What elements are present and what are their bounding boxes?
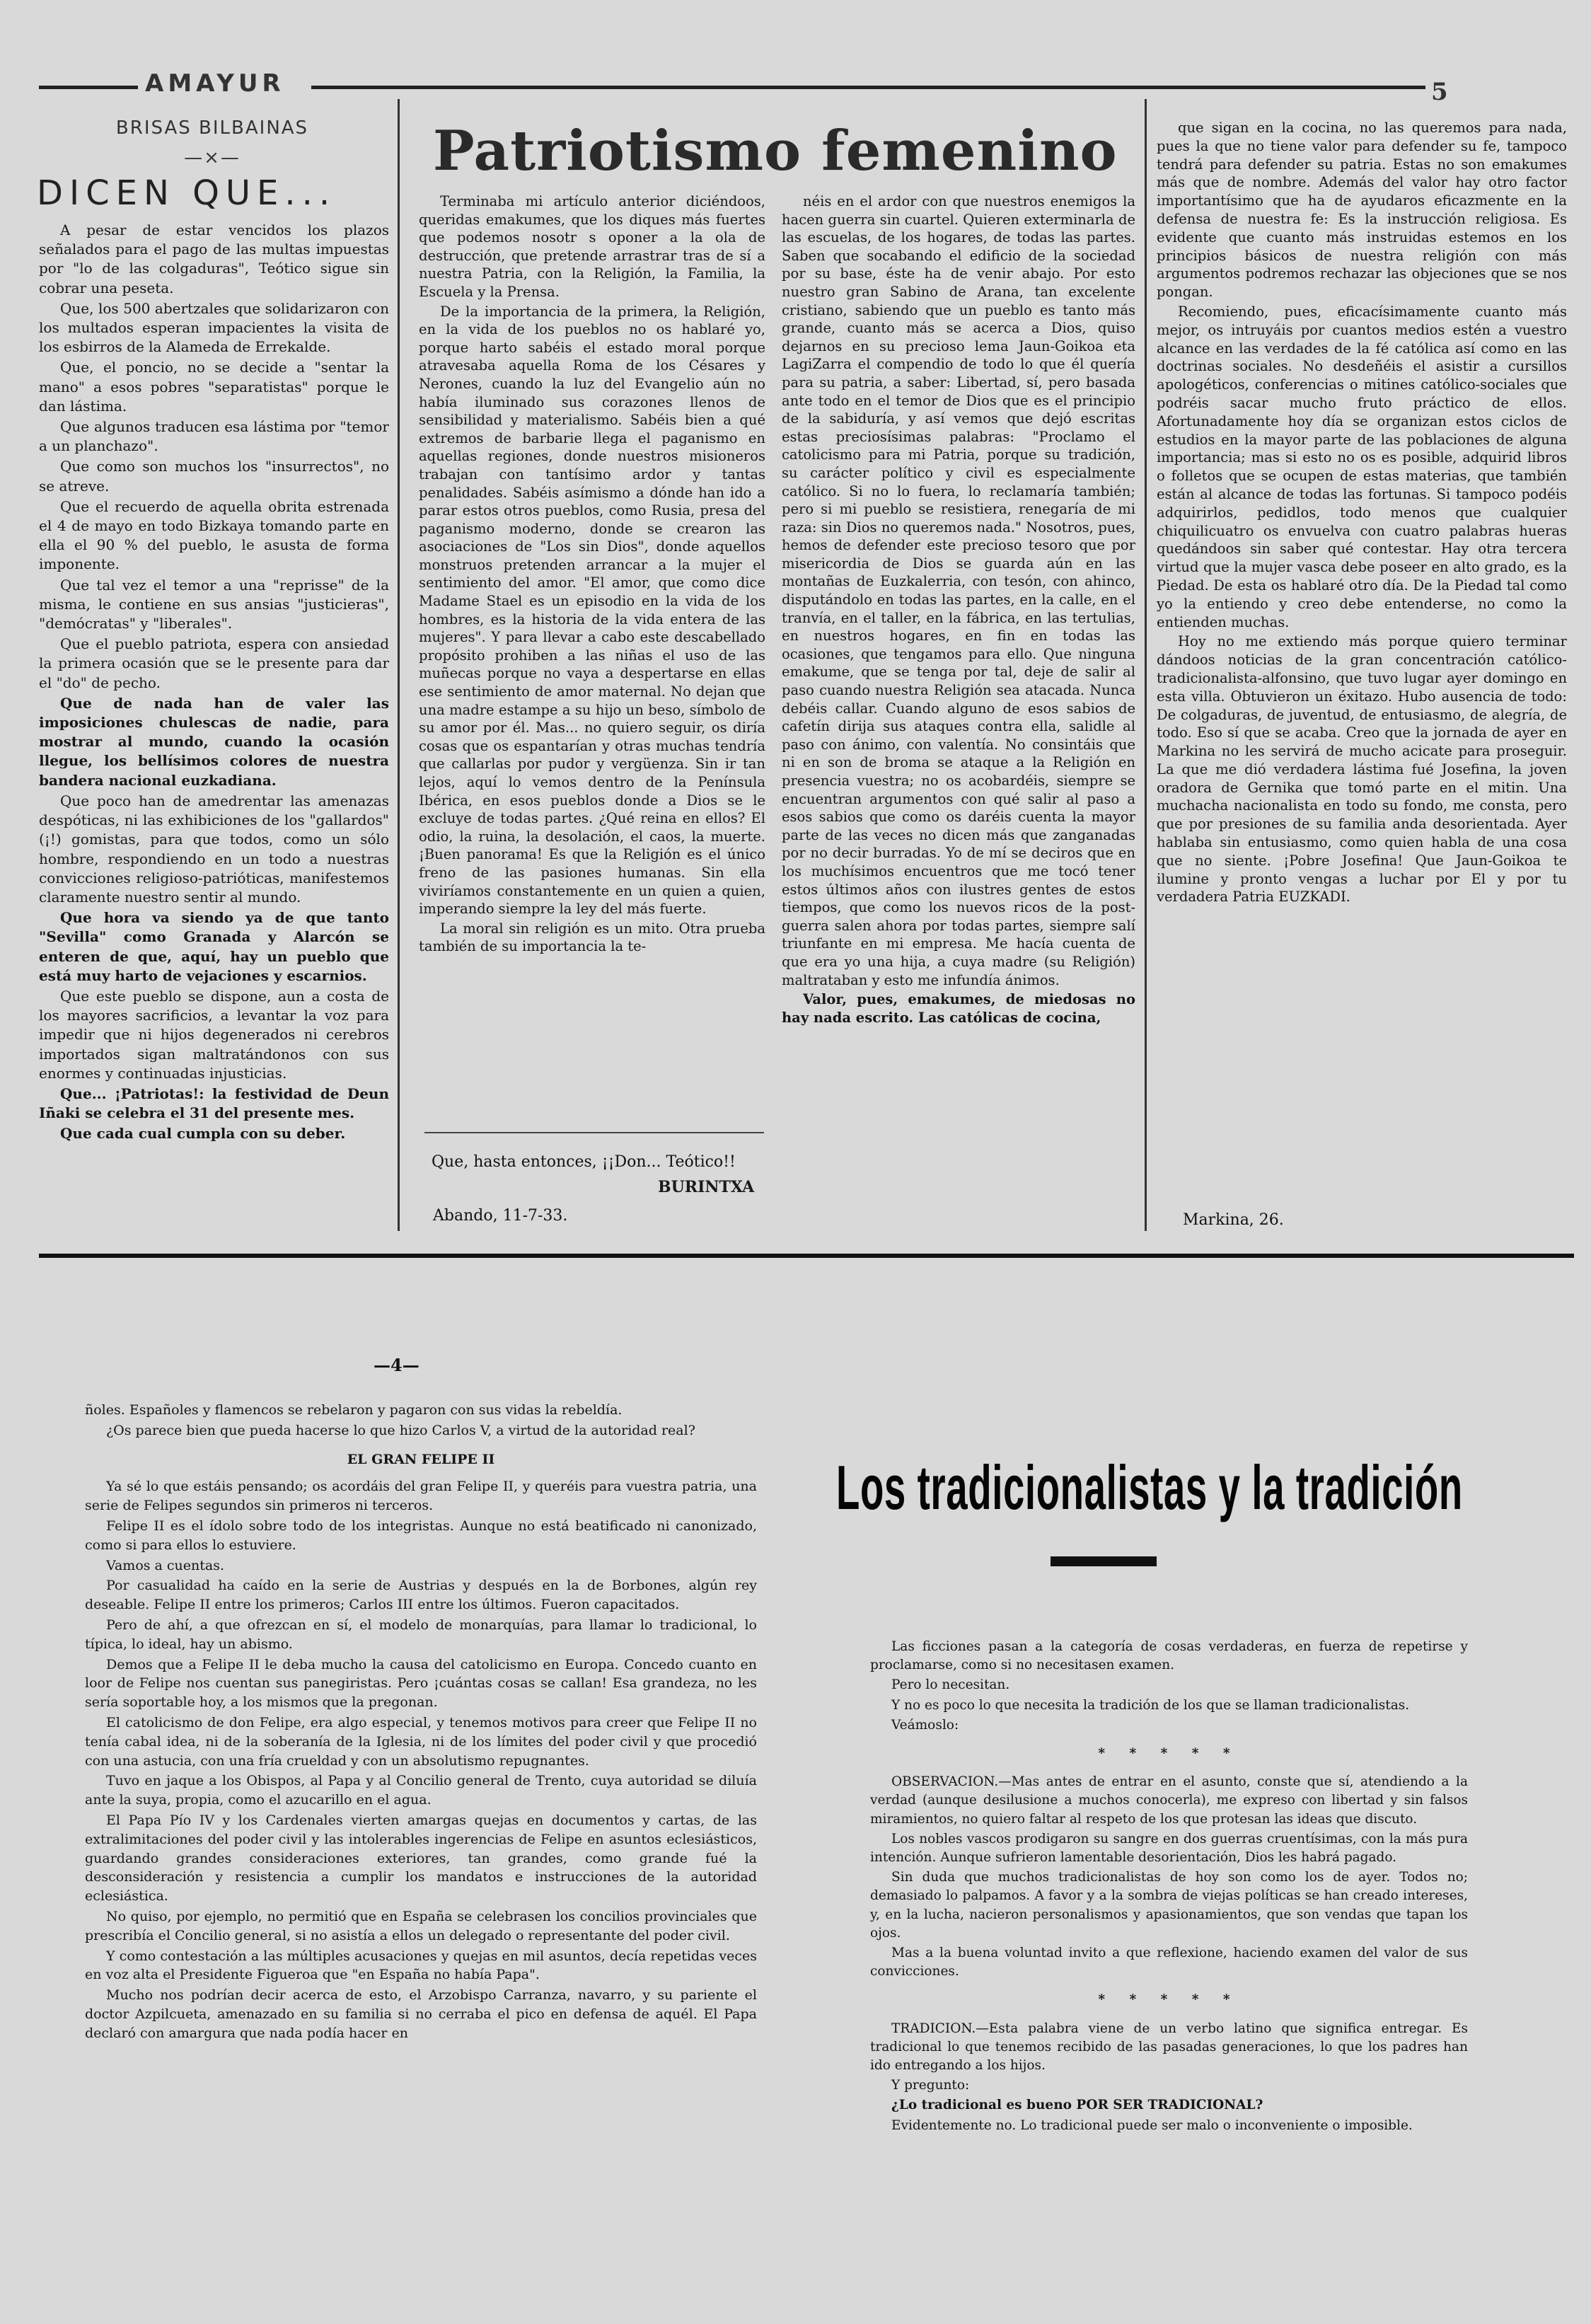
tradicionalistas-title: Los tradicionalistas y la tradición [836, 1452, 1463, 1522]
page-fold-rule [39, 1254, 1574, 1258]
brisas-place-date: Abando, 11-7-33. [433, 1207, 568, 1225]
brisas-closing: Que, hasta entonces, ¡¡Don... Teótico!! [432, 1153, 736, 1171]
felipe-paragraph: Ya sé lo que estáis pensando; os acordáis del gran Felipe II, y queréis para vuestra patria, una serie de Felipes segundos sin primeros ni terceros. [85, 1479, 757, 1514]
brisas-paragraph: Que cada cual cumpla con su deber. [60, 1125, 346, 1143]
felipe-paragraph: Pero de ahí, a que ofrezcan en sí, el modelo de monarquías, para llamar lo tradicional, lo típica, lo ideal, hay un abismo. [85, 1617, 757, 1652]
felipe-paragraph: Vamos a cuentas. [106, 1557, 225, 1573]
trad-intro: Y no es poco lo que necesita la tradición de los que se llaman tradicionalistas. [891, 1697, 1410, 1713]
patriotismo-paragraph: Recomiendo, pues, eficacísimamente cuanto más mejor, os intruyáis por cuantos medios estén a vuestro alcance en las verdades de la fé católica así como en las doctrinas sociales. No desdeñéis el asistir a cursillos apologéticos, conferencias o mitines católico-sociales que podréis sacar mucho fruto práctico de ellos. Afortunadamente hoy día se organizan estos ciclos de estudios en la mayor parte de las poblaciones de alguna importancia; mas si esto no os es posible, adquirid libros o folletos que se ocupen de estas materias, que también están al alcance de todas las fortunas. Si tampoco podéis adquirirlos, pedidlos, todo menos que cualquier chiquilicuatro os envuelva con cuatro palabras hueras quedándoos sin saber qué contestar. Hay otra tercera virtud que la mujer vasca debe poseer en alto grado, es la Piedad. De esta os hablaré otro día. De la Piedad tal como yo la entiendo y creo debe entenderse, no como la entienden muchas. [1157, 303, 1567, 630]
dicen-que-title: DICEN QUE... [37, 173, 337, 213]
observacion-paragraph: Los nobles vascos prodigaron su sangre en dos guerras cruentísimas, con la más pura intención. Aunque sufrieron lamentable desorientación, Dios les habrá pagado. [870, 1831, 1468, 1866]
tradicionalistas-column [870, 1638, 1468, 2260]
section-stars: * * * * * [1098, 1992, 1240, 2008]
felipe-paragraph: Y como contestación a las múltiples acusaciones y quejas en mil asuntos, decía repetidas veces en voz alta el Presidente Figueroa que "en España no había Papa". [85, 1948, 757, 1983]
felipe-column [85, 1401, 757, 2257]
brisas-paragraph: Que como son muchos los "insurrectos", no se atreve. [39, 458, 389, 495]
column-rule-1 [398, 99, 400, 1231]
felipe-paragraph: No quiso, por ejemplo, no permitió que en España se celebrasen los concilios provinciales que prescribía el Concilio general, si no asistía a ellos un delegado o representante del poder civil. [85, 1908, 757, 1943]
trad-intro: Veámoslo: [891, 1717, 959, 1733]
patriotismo-title: Patriotismo femenino [433, 119, 1118, 183]
brisas-closing-rule [424, 1132, 764, 1133]
felipe-paragraph: Por casualidad ha caído en la serie de Austrias y después en la de Borbones, algún rey deseable. Felipe II entre los primeros; Carlos III entre los últimos. Fueron capacitados. [85, 1578, 757, 1613]
brisas-paragraph: Que poco han de amedrentar las amenazas despóticas, ni las exhibiciones de los "gallardos" (¡!) gomistas, para que todos, como un sólo hombre, respondiendo en un todo a nuestras convicciones religioso-patrióticas, manifestemos claramente nuestro sentir al mundo. [39, 792, 389, 906]
patriotismo-paragraph: Terminaba mi artículo anterior diciéndoos, queridas emakumes, que los diques más fuertes que podemos nosotr s oponer a la ola de destrucción, que pretende arrastrar tras de sí a nuestra Patria, con la Religión, la Familia, la Escuela y la Prensa. [419, 193, 765, 300]
brisas-text [39, 221, 389, 1176]
brisas-paragraph: Que el pueblo patriota, espera con ansiedad la primera ocasión que se le presente para dar el "do" de pecho. [39, 635, 389, 691]
observacion-paragraph: Mas a la buena voluntad invito a que reflexione, haciendo examen del valor de sus convicciones. [870, 1946, 1468, 1979]
patriotismo-paragraph: Valor, pues, emakumes, de miedosas no hay nada escrito. Las católicas de cocina, [782, 991, 1135, 1026]
observacion-paragraph: OBSERVACION.—Mas antes de entrar en el asunto, conste que sí, atendiendo a la verdad (aunque desilusione a muchos conocerla), me expreso con libertad y sin falsos miramientos, no quiero faltar al respeto de los que protesan las ideas que discuto. [870, 1774, 1468, 1827]
brisas-paragraph: Que... ¡Patriotas!: la festividad de Deun Iñaki se celebra el 31 del presente mes. [39, 1085, 389, 1122]
brisas-paragraph: Que de nada han de valer las imposiciones chulescas de nadie, para mostrar al mundo, cuando la ocasión llegue, los bellísimos colores de nuestra bandera nacional euzkadiana. [39, 694, 389, 789]
observacion-paragraph: Sin duda que muchos tradicionalistas de hoy son como los de ayer. Todos no; demasiado lo palpamos. A favor y a la sombra de viejas políticas se han creado intereses, y, en la lucha, nacieron personalismos y apasionamientos, que son vendas que tapan los ojos. [870, 1870, 1468, 1941]
tradicion-paragraph: Y pregunto: [891, 2078, 970, 2093]
patriotismo-paragraph: La moral sin religión es un mito. Otra prueba también de su importancia la te- [419, 920, 765, 955]
felipe-intro: ñoles. Españoles y flamencos se rebelaron y pagaron con sus vidas la rebeldía. [85, 1402, 623, 1418]
brisas-paragraph: Que tal vez el temor a una "reprisse" de la misma, le contiene en sus ansias "justicieras", "demócratas" y "liberales". [39, 576, 389, 632]
felipe-intro: ¿Os parece bien que pueda hacerse lo que hizo Carlos V, a virtud de la autoridad real? [106, 1422, 695, 1438]
column-rule-2 [1145, 99, 1147, 1231]
patriotismo-col-3 [1157, 119, 1567, 1194]
trad-intro: Las ficciones pasan a la categoría de cosas verdaderas, en fuerza de repetirse y proclamarse, como si no necesitasen examen. [870, 1639, 1468, 1673]
felipe-heading: EL GRAN FELIPE II [347, 1451, 495, 1467]
brisas-paragraph: Que, los 500 abertzales que solidarizaron con los multados esperan impacientes la visita de los esbirros de la Alameda de Errekalde. [39, 299, 389, 356]
felipe-paragraph: Tuvo en jaque a los Obispos, al Papa y al Concilio general de Trento, cuya autoridad se diluía ante la suya, propia, como el azucarillo en el agua. [85, 1773, 757, 1808]
brisas-signature: BURINTXA [658, 1178, 755, 1196]
brisas-paragraph: Que algunos traducen esa lástima por "temor a un planchazo". [39, 418, 389, 455]
trad-intro: Pero lo necesitan. [891, 1677, 1010, 1693]
title-ornament [1051, 1556, 1157, 1566]
patriotismo-place-date: Markina, 26. [1183, 1211, 1284, 1229]
brisas-divider: —×— [184, 147, 241, 168]
masthead-title: AMAYUR [138, 69, 292, 98]
tradicion-paragraph: ¿Lo tradicional es bueno POR SER TRADICIONAL? [891, 2098, 1263, 2113]
brisas-paragraph: Que este pueblo se dispone, aun a costa de los mayores sacrificios, a levantar la voz para impedir que ni hijos degenerados ni cerebros importados sigan maltratándonos con sus enormes y continuadas injusticias. [39, 987, 389, 1082]
tradicion-paragraph: Evidentemente no. Lo tradicional puede ser malo o inconveniente o imposible. [891, 2117, 1413, 2133]
masthead-rule-right [311, 86, 1429, 89]
felipe-paragraph: El catolicismo de don Felipe, era algo especial, y tenemos motivos para creer que Felipe II no tenía cabal idea, ni de la soberanía de la Iglesia, ni de los límites del poder civil y que procedió con una astucia, con una fría crueldad y con un absolutismo repugnantes. [85, 1714, 757, 1769]
patriotismo-col-2 [782, 192, 1135, 1225]
patriotismo-paragraph: De la importancia de la primera, la Religión, en la vida de los pueblos no os hablaré yo, porque harto sabéis el estado moral porque atravesaba aquella Roma de los Césares y Nerones, cuando la luz del Evangelio aún no había iluminado sus corazones llenos de sensibilidad y materialismo. Sabéis bien a qué extremos de barbarie llega el paganismo en aquellas regiones, donde nuestros misioneros trabajan con tantísimo ardor y tantas penalidades. Sabéis asímismo a dónde han ido a parar estos otros pueblos, como Rusia, presa del paganismo moderno, donde se crearon las asociaciones de "Los sin Dios", donde aquellos monstruos pretenden arrancar a la mujer el sentimiento del amor. "El amor, que como dice Madame Stael es un episodio en la vida de los hombres, es la historia de la vida entera de las mujeres". Y para llevar a cabo este descabellado propósito prohiben a las niñas el uso de las muñecas porque no vaya a despertarse en ellas ese sentimiento de amor maternal. No dejan que una madre estampe a su hijo un beso, símbolo de su amor por él. Mas... no quiero seguir, os diría cosas que os espantarían y otras muchas tendría que callarlas por pudor y vergüenza. Sin ir tan lejos, aquí lo vemos dentro de la Península Ibérica, en esos pueblos donde a Dios se le excluye de todas partes. ¿Qué reina en ellos? El odio, la ruina, la desolación, el caos, la muerte. ¡Buen panorama! Es que la Religión es el único freno de las pasiones humanas. Sin ella viviríamos constantemente en un quien a quien, imperando siempre la ley del más fuerte. [419, 303, 765, 918]
brisas-paragraph: Que el recuerdo de aquella obrita estrenada el 4 de mayo en todo Bizkaya tomando parte en ella el 90 % del pueblo, le asusta de forma imponente. [39, 497, 389, 573]
felipe-paragraph: Mucho nos podrían decir acerca de esto, el Arzobispo Carranza, navarro, y su pariente el doctor Azpilcueta, amenazado en su familia si no cerraba el pico en defensa de aquél. El Papa declaró con amargura que nada podía hacer en [85, 1987, 757, 2041]
page-number-top: 5 [1425, 78, 1454, 106]
brisas-paragraph: Que hora va siendo ya de que tanto "Sevilla" como Granada y Alarcón se enteren de que, aquí, hay un pueblo que está muy harto de vejaciones y escarnios. [39, 909, 389, 984]
page-number-bottom: —4— [374, 1355, 420, 1375]
felipe-paragraph: Felipe II es el ídolo sobre todo de los integristas. Aunque no está beatificado ni canonizado, como si para ellos lo estuviere. [85, 1517, 757, 1553]
felipe-paragraph: Demos que a Felipe II le deba mucho la causa del catolicismo en Europa. Concedo cuanto en loor de Felipe nos cuentan sus panegiristas. Pero ¡cuántas cosas se callan! Esa grandeza, no les sería soportable hoy, a los mismos que la pregonan. [85, 1656, 757, 1711]
brisas-paragraph: A pesar de estar vencidos los plazos señalados para el pago de las multas impuestas por "lo de las colgaduras", Teótico sigue sin cobrar una peseta. [39, 221, 389, 296]
patriotismo-paragraph: Hoy no me extiendo más porque quiero terminar dándoos noticias de la gran concentración católico-tradicionalista-alfonsino, que tuvo lugar ayer domingo en esta villa. Obtuvieron un éxitazo. Hubo ausencia de todo: De colgaduras, de juventud, de entusiasmo, de alegría, de todo. Eso sí que se acaba. Creo que la jornada de ayer en Markina no les servirá de mucho acicate para proseguir. La que me dió verdadera lástima fué Josefina, la joven oradora de Gernika que tomó parte en el mitin. Una muchacha nacionalista en todo su fondo, me consta, pero que por presiones de su familia anda desorientada. Ayer hablaba sin entusiasmo, como quien habla de una cosa que no siente. ¡Pobre Josefina! Que Jaun-Goikoa te ilumine y pronto vengas a luchar por El y por tu verdadera Patria EUZKADI. [1157, 633, 1567, 906]
section-stars: * * * * * [1098, 1746, 1240, 1762]
patriotismo-col-1 [419, 192, 765, 1112]
brisas-paragraph: Que, el poncio, no se decide a "sentar la mano" a esos pobres "separatistas" porque le dan lástima. [39, 359, 389, 415]
tradicion-paragraph: TRADICION.—Esta palabra viene de un verbo latino que significa entregar. Es tradicional lo que tenemos recibido de las pasadas generaciones, lo que los padres han ido entregando a los hijos. [870, 2021, 1468, 2074]
patriotismo-paragraph: néis en el ardor con que nuestros enemigos la hacen guerra sin cuartel. Quieren exterminarla de las escuelas, de los hogares, de todas las partes. Saben que socabando el edificio de la sociedad por su base, éste ha de venir abajo. Por esto nuestro gran Sabino de Arana, tan excelente cristiano, sabiendo que un pueblo es tanto más grande, cuanto más se acerca a Dios, quiso dejarnos en su precioso lema Jaun-Goikoa eta LagiZarra el compendio de todo lo que él quería para su patria, a saber: Libertad, sí, pero basada ante todo en el temor de Dios que es el principio de la sabiduría, y así vemos que dejó escritas estas preciosísimas palabras: "Proclamo el catolicismo para mi Patria, porque su tradición, su carácter político y civil es especialmente católico. Si no lo fuera, lo reclamaría también; pero si mi pueblo se resistiera, renegaría de mi raza: sin Dios no queremos nada." Nosotros, pues, hemos de defender este precioso tesoro que por misericordia de Dios se guarda aún en las montañas de Euzkalerria, con tesón, con ahinco, disputándolo en todas las partes, en la calle, en el tranvía, en el taller, en la fábrica, en las tertulias, en nuestros hogares, en fin en todas las ocasiones, que tengamos para ello. Que ninguna emakume, que se tenga por tal, deje de salir al paso cuando nuestra Religión sea atacada. Nunca debéis callar. Cuando alguno de esos sabios de cafetín dirija sus ataques contra ella, salidle al paso con ánimo, con valentía. No consintáis que ni en son de broma se ataque a la Religión en presencia vuestra; no os acobardéis, siempre se encuentran argumentos con qué salir al paso a esos sabios que como os daréis cuenta la mayor parte de las veces no dicen más que zanganadas por no decir burradas. Yo de mí se deciros que en los muchísimos encuentros que me tocó tener estos últimos años con ilustres gentes de estos tiempos, que como los nuevos ricos de la post-guerra salen ahora por todas partes, siempre salí triunfante en mi empresa. Me hacía cuenta de que era yo una hija, a cuya madre (su Religión) maltrataban y esto me infundía ánimos. [782, 193, 1135, 988]
brisas-header: BRISAS BILBAINAS [115, 117, 309, 139]
felipe-paragraph: El Papa Pío IV y los Cardenales vierten amargas quejas en documentos y cartas, de las extralimitaciones del poder civil y las intolerables ingerencias de Felipe en asuntos eclesiásticos, guardando grandes consideraciones exteriores, tan grandes, como grande fué la desconsideración y resistencia a cumplir los mandatos e instrucciones de la autoridad eclesiástica. [85, 1812, 757, 1904]
patriotismo-paragraph: que sigan en la cocina, no las queremos para nada, pues la que no tiene valor para defender su fe, tampoco tendrá para defender su patria. Estas no son emakumes más que de nombre. Además del valor hay otro factor importantísimo que ha de ayudaros eficazmente en la defensa de nuestra fe: Es la instrucción religiosa. Es evidente que cuanto más instruidas estemos en los principios básicos de nuestra religión con más argumentos podremos rechazar las objeciones que se nos pongan. [1157, 120, 1567, 301]
